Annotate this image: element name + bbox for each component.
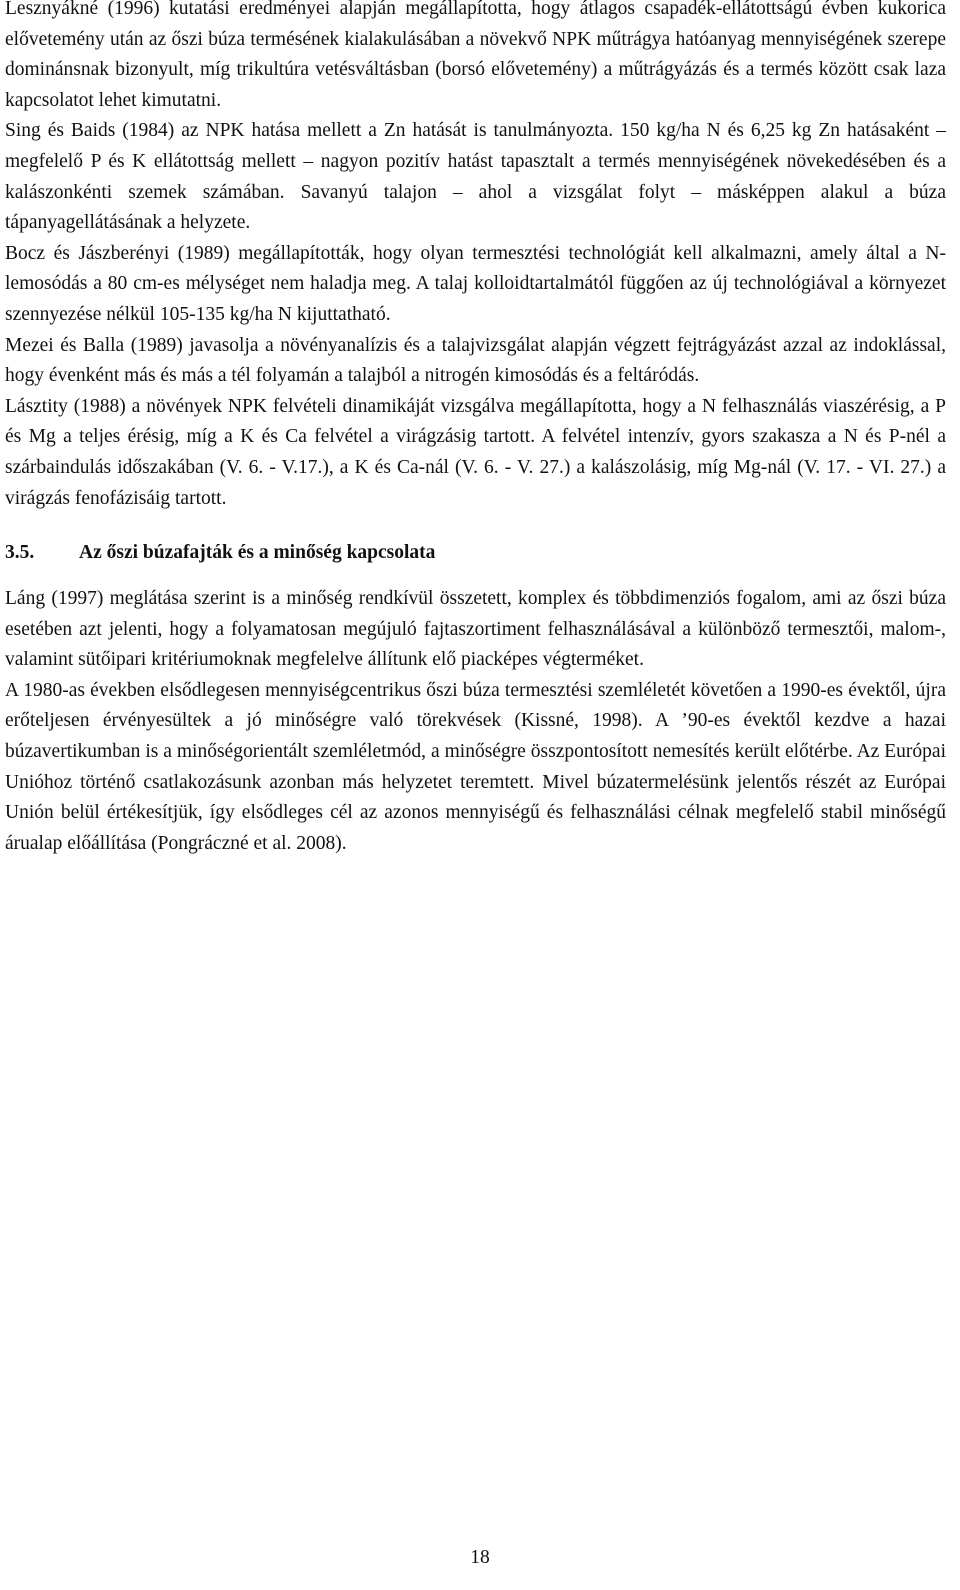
section-number: 3.5. [5,542,35,564]
section-heading [5,538,946,568]
paragraph-1980-as-evek: A 1980-as években elsődlegesen mennyiségcentrikus őszi búza termesztési szemléletét követően a 1990-es évektől, újra erőteljesen érvényesültek a jó minőségre való törekvések (Kissné, 1998). A ’90-es évektől kezdve a hazai búzavertikumban is a minőségorientált szemléletmód, a minőségre összpontosított nemesítés került előtérbe. Az Európai Unióhoz történő csatlakozásunk azonban más helyzetet teremtett. Mivel búzatermelésünk jelentős részét az Európai Unión belül értékesítjük, így elsődleges cél az azonos mennyiségű és felhasználási célnak megfelelő stabil minőségű árualap előállítása (Pongráczné et al. 2008). [5,679,946,854]
paragraph-lesznyakne: Lesznyákné (1996) kutatási eredményei alapján megállapította, hogy átlagos csapadék-ellátottságú évben kukorica elővetemény után az őszi búza termésének kialakulásában a növekvő NPK műtrágya hatóanyag mennyiségének szerepe dominánsnak bizonyult, míg trikultúra vetésváltásban (borsó elővetemény) a műtrágyázás és a termés között csak laza kapcsolatot lehet kimutatni. [5,0,946,111]
paragraph-sing-baids: Sing és Baids (1984) az NPK hatása mellett a Zn hatását is tanulmányozta. 150 kg/ha N és 6,25 kg Zn hatásaként – megfelelő P és K ellátottság mellett – nagyon pozitív hatást tapasztalt a termés mennyiségének növekedésében és a kalászonkénti szemek számában. Savanyú talajon – ahol a vizsgálat folyt – másképpen alakul a búza tápanyagellátásának a helyzete. [5,120,946,234]
paragraph-mezei-balla: Mezei és Balla (1989) javasolja a növényanalízis és a talajvizsgálat alapján végzett fejtrágyázást azzal az indoklással, hogy évenként más és más a tél folyamán a talajból a nitrogén kimosódás és a feltáródás. [5,334,946,387]
page-number: 18 [470,1547,490,1568]
document-page [5,0,946,859]
paragraph-lasztity: Lásztity (1988) a növények NPK felvételi dinamikáját vizsgálva megállapította, hogy a N felhasználás viaszérésig, a P és Mg a teljes érésig, míg a K és Ca felvétel a virágzásig tartott. A felvétel intenzív, gyors szakasza a N és P-nél a szárbaindulás időszakában (V. 6. - V.17.), a K és Ca-nál (V. 6. - V. 27.) a kalászolásig, míg Mg-nál (V. 17. - VI. 27.) a virágzás fenofázisáig tartott. [5,395,946,509]
paragraph-lang: Láng (1997) meglátása szerint is a minőség rendkívül összetett, komplex és többdimenziós fogalom, ami az őszi búza esetében azt jelenti, hogy a folyamatosan megújuló fajtaszortiment felhasználásával a különböző termesztői, malom-, valamint sütőipari kritériumoknak megfelelve állítunk elő piacképes végterméket. [5,588,946,671]
paragraph-bocz-jaszberenyi: Bocz és Jászberényi (1989) megállapították, hogy olyan termesztési technológiát kell alkalmazni, amely által a N-lemosódás a 80 cm-es mélységet nem haladja meg. A talaj kolloidtartalmától függően az új technológiával a környezet szennyezése nélkül 105-135 kg/ha N kijuttatható. [5,242,946,325]
section-title: Az őszi búzafajták és a minőség kapcsolata [79,542,436,564]
